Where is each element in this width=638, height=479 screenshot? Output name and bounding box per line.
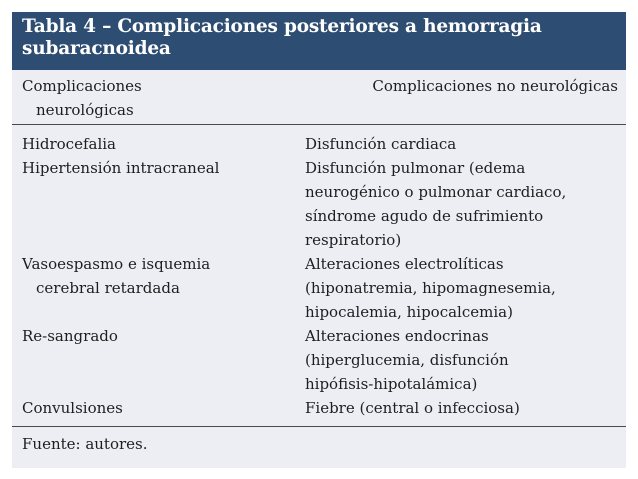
table-title-line-1: Tabla 4 – Complicaciones posteriores a hemorragia [22, 16, 542, 37]
cell-line: Re-sangrado [22, 327, 118, 345]
cell-non-neurological [305, 156, 620, 252]
header-neurological-line-2: neurológicas [36, 101, 134, 119]
cell-line: Disfunción pulmonar (edema [305, 159, 526, 177]
table-title-bar [12, 12, 626, 70]
cell-non-neurological [305, 396, 620, 420]
cell-neurological [22, 324, 292, 348]
cell-non-neurological [305, 252, 620, 324]
footer-divider [12, 426, 626, 427]
cell-line: Vasoespasmo e isquemia [22, 255, 211, 273]
cell-non-neurological [305, 132, 620, 156]
cell-neurological [22, 132, 292, 156]
cell-line: Fiebre (central o infecciosa) [305, 399, 520, 417]
cell-line: Convulsiones [22, 399, 123, 417]
table-title-line-2: subaracnoidea [22, 38, 171, 59]
cell-line: cerebral retardada [36, 279, 180, 297]
cell-line: respiratorio) [305, 231, 402, 249]
cell-neurological [22, 396, 292, 420]
cell-line: Alteraciones endocrinas [305, 327, 489, 345]
cell-line: Alteraciones electrolíticas [305, 255, 504, 273]
header-neurological-line-1: Complicaciones [22, 77, 142, 95]
cell-non-neurological [305, 324, 620, 396]
table-footer-source: Fuente: autores. [22, 435, 148, 453]
cell-line: hipófisis-hipotalámica) [305, 375, 478, 393]
cell-neurological [22, 156, 292, 180]
header-neurological [22, 74, 252, 122]
cell-line: hipocalemia, hipocalcemia) [305, 303, 513, 321]
cell-line: Hipertensión intracraneal [22, 159, 220, 177]
cell-line: (hiperglucemia, disfunción [305, 351, 509, 369]
cell-line: Hidrocefalia [22, 135, 116, 153]
header-non-neurological: Complicaciones no neurológicas [372, 77, 618, 95]
cell-neurological [22, 252, 292, 300]
cell-line: (hiponatremia, hipomagnesemia, [305, 279, 556, 297]
complications-table [12, 70, 626, 468]
cell-line: neurogénico o pulmonar cardiaco, [305, 183, 567, 201]
header-divider [12, 124, 626, 125]
cell-line: síndrome agudo de sufrimiento [305, 207, 544, 225]
cell-line: Disfunción cardiaca [305, 135, 457, 153]
